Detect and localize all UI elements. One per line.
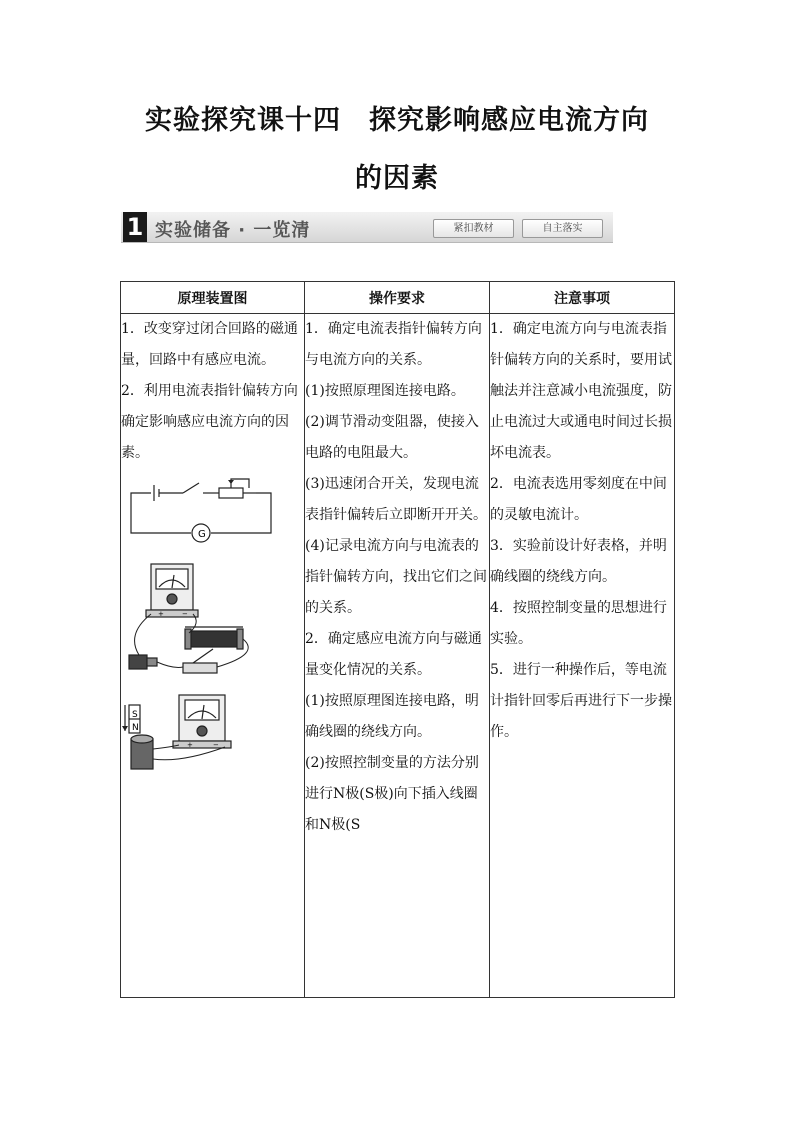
apparatus-photo-1 xyxy=(121,559,291,679)
section-banner xyxy=(121,212,613,243)
operation-item: (1)按照原理图连接电路，明确线圈的绕线方向。 xyxy=(305,693,479,740)
operation-item: 1．确定电流表指针偏转方向与电流方向的关系。 xyxy=(305,321,482,368)
page-title-line2: 的因素 xyxy=(355,163,439,194)
table-header-row xyxy=(121,282,675,314)
table-row xyxy=(121,314,675,998)
section-heading: 实验储备 · 一览清 xyxy=(155,220,311,241)
section-number: 1 xyxy=(123,212,147,242)
apparatus-minus-2: − xyxy=(213,741,219,749)
self-study-button[interactable]: 自主落实 xyxy=(522,219,603,238)
apparatus-figures xyxy=(121,475,304,791)
header-principle: 原理装置图 xyxy=(121,282,305,314)
note-item: 5．进行一种操作后，等电流计指针回零后再进行下一步操作。 xyxy=(490,662,672,740)
principle-cell xyxy=(121,314,305,998)
operation-item: (4)记录电流方向与电流表的指针偏转方向，找出它们之间的关系。 xyxy=(305,538,487,616)
operation-item: (2)调节滑动变阻器，使接入电路的电阻最大。 xyxy=(305,414,479,461)
header-operation: 操作要求 xyxy=(305,282,490,314)
operation-item: (1)按照原理图连接电路。 xyxy=(305,383,465,399)
magnet-s-label: S xyxy=(132,710,138,720)
header-notes: 注意事项 xyxy=(490,282,675,314)
apparatus-photo-2 xyxy=(121,691,291,779)
operation-item: (3)迅速闭合开关，发现电流表指针偏转后立即断开开关。 xyxy=(305,476,487,523)
circuit-schematic xyxy=(121,475,291,547)
operation-item: 2．确定感应电流方向与磁通量变化情况的关系。 xyxy=(305,631,482,678)
apparatus-plus-2: + xyxy=(187,741,193,749)
experiment-table xyxy=(120,281,675,998)
note-item: 3．实验前设计好表格，并明确线圈的绕线方向。 xyxy=(490,538,667,585)
apparatus-plus-1: + xyxy=(158,610,164,618)
notes-cell xyxy=(490,314,675,998)
operation-cell xyxy=(305,314,490,998)
principle-item-2: 2．利用电流表指针偏转方向确定影响感应电流方向的因素。 xyxy=(121,383,298,461)
operation-item: (2)按照控制变量的方法分别进行N极(S极)向下插入线圈和N极(S xyxy=(305,755,479,833)
note-item: 2．电流表选用零刻度在中间的灵敏电流计。 xyxy=(490,476,667,523)
apparatus-minus-1: − xyxy=(182,610,188,618)
principle-item-1: 1．改变穿过闭合回路的磁通量，回路中有感应电流。 xyxy=(121,321,298,368)
svg-text:G: G xyxy=(198,529,206,540)
page-title-line1: 实验探究课十四 探究影响感应电流方向 xyxy=(145,105,649,136)
textbook-button[interactable]: 紧扣教材 xyxy=(433,219,514,238)
magnet-n-label: N xyxy=(132,723,139,733)
note-item: 4．按照控制变量的思想进行实验。 xyxy=(490,600,667,647)
note-item: 1．确定电流方向与电流表指针偏转方向的关系时，要用试触法并注意减小电流强度，防止电流过大或通电时间过长损坏电流表。 xyxy=(490,321,672,461)
